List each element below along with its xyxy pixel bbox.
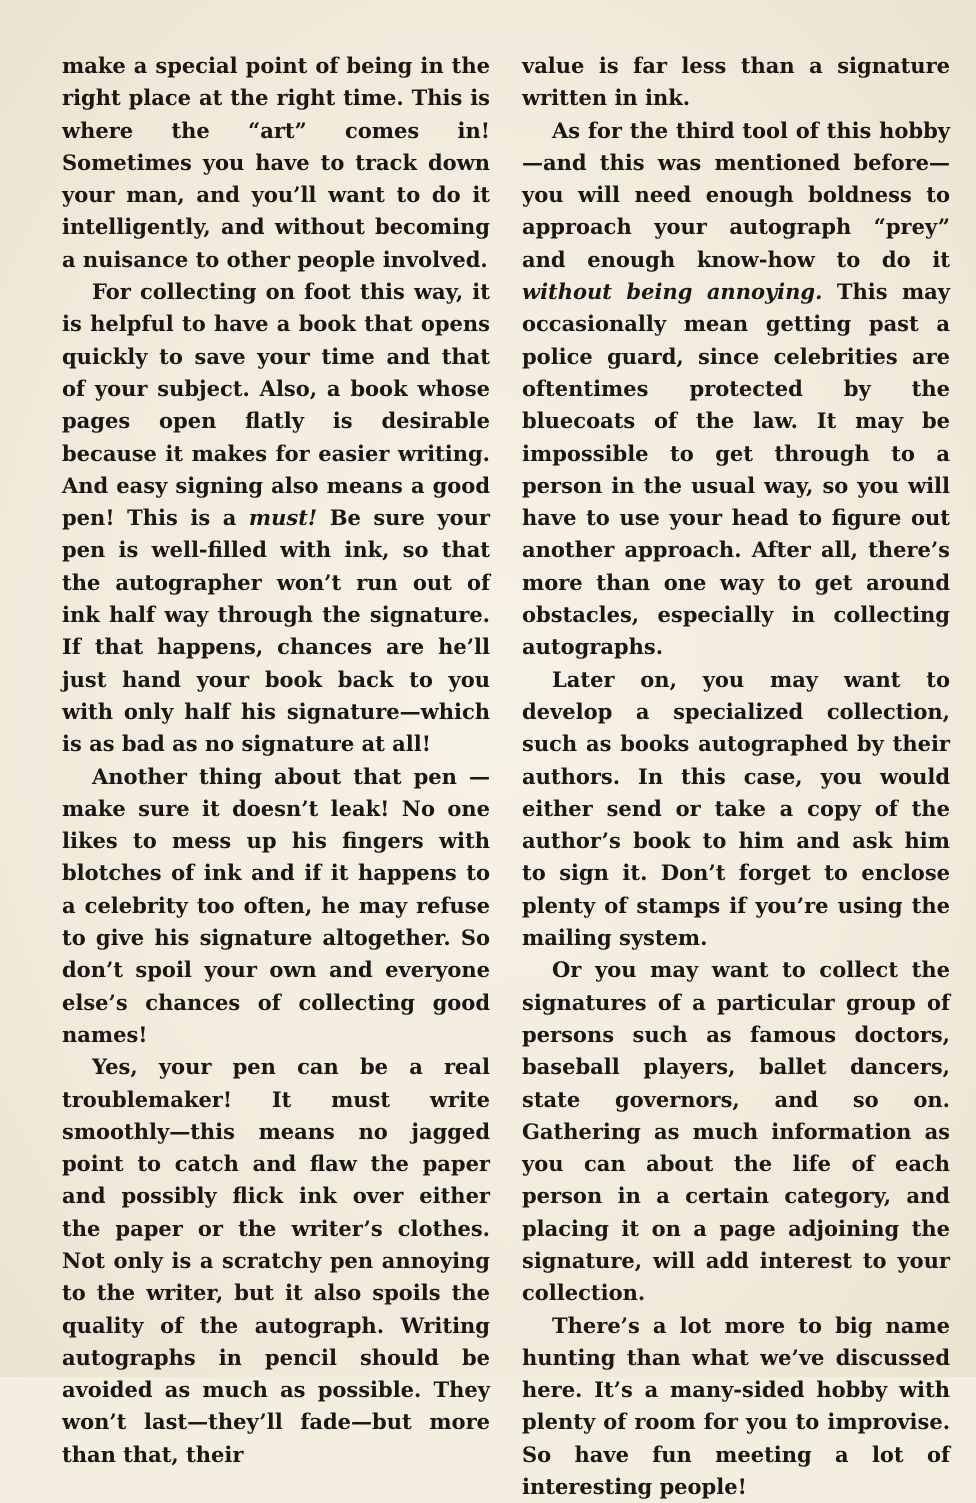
paragraph-value-ink: value is far less than a signature written in ink. [522, 53, 950, 111]
paragraph-text: Be sure your pen is well-filled with ink, so that the autographer won’t run out of ink half way through the signature. If that happens, chances are he’ll just hand your book back to you with only half his signature—which is as bad as no signature at all! [62, 505, 490, 757]
right-column [522, 50, 950, 1503]
paragraph-third-tool [522, 115, 950, 664]
paragraph-collecting-on-foot [62, 276, 490, 760]
paragraph-pen-leak: Another thing about that pen — make sure it doesn’t leak! No one likes to mess up his fingers with blotches of ink and if it happens to a celebrity too often, he may refuse to give his signature altogether. So don’t spoil your own and everyone else’s chances of collecting good names! [62, 763, 490, 1047]
paragraph-text: For collecting on foot this way, it is helpful to have a book that opens quickly to save your time and that of your subject. Also, a book whose pages open flatly is desirable because it makes for easier writing. And easy signing also means a good pen! This is a [62, 279, 490, 531]
paragraph-particular-group: Or you may want to collect the signatures of a particular group of persons such as famous doctors, baseball players, ballet dancers, state governors, and so on. Gathering as much information as you can about the life of each person in a certain category, and placing it on a page adjoining the signature, will add interest to your collection. [522, 957, 950, 1306]
paragraph-text: This may occasionally mean getting past a police guard, since celebrities are oftentimes protected by the bluecoats of the law. It may be impossible to get through to a person in the usual way, so you will have to use your head to figure out another approach. After all, there’s more than one way to get around obstacles, especially in collecting autographs. [522, 279, 950, 660]
paragraph-pen-troublemaker: Yes, your pen can be a real troublemaker! It must write smoothly—this means no jagged point to catch and flaw the paper and possibly flick ink over either the paper or the writer’s clothes. Not only is a scratchy pen annoying to the writer, but it also spoils the quality of the autograph. Writing autographs in pencil should be avoided as much as possible. They won’t last—they’ll fade—but more than that, their [62, 1054, 490, 1467]
emphasis-must: must! [248, 505, 318, 531]
paragraph-big-name-hunting: There’s a lot more to big name hunting than what we’ve discussed here. It’s a many-sided hobby with plenty of room for you to improvise. So have fun meeting a lot of interesting people! [522, 1312, 950, 1500]
emphasis-without-being-annoying: without being annoying. [522, 279, 823, 305]
paragraph-text: As for the third tool of this hobby—and this was mentioned before—you will need enough boldness to approach your autograph “prey” and enough know-how to do it [522, 117, 950, 272]
left-column [62, 50, 490, 1471]
paragraph-right-place: make a special point of being in the right place at the right time. This is where the “art” comes in! Sometimes you have to track down your man, and you’ll want to do it intelligently, and without becoming a nuisance to other people involved. [62, 53, 490, 272]
paragraph-specialized-collection: Later on, you may want to develop a specialized collection, such as books autographed by their authors. In this case, you would either send or take a copy of the author’s book to him and ask him to sign it. Don’t forget to enclose plenty of stamps if you’re using the mailing system. [522, 666, 950, 951]
